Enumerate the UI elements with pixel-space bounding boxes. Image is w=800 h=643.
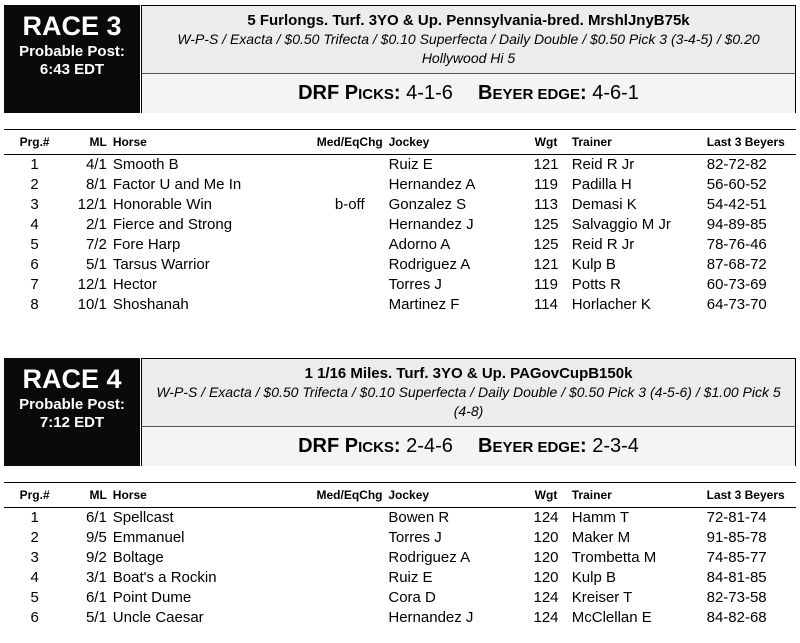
drf-picks-value: 4-1-6 xyxy=(406,82,453,104)
cell-wgt: 124 xyxy=(533,509,559,526)
cell-ml: 4/1 xyxy=(85,156,107,173)
cell-beyers: 84-82-68 xyxy=(706,609,767,626)
cell-prg: 1 xyxy=(30,509,39,526)
cell-beyers: 60-73-69 xyxy=(706,276,767,293)
col-wgt: Wgt xyxy=(523,130,568,155)
cell-horse: Boltage xyxy=(112,549,164,566)
table-row xyxy=(4,568,796,588)
cell-jockey: Rodriguez A xyxy=(388,549,471,566)
cell-jockey: Cora D xyxy=(388,589,436,606)
race-header xyxy=(4,5,796,113)
table-header-row xyxy=(4,130,796,155)
col-ml: ML xyxy=(65,130,107,155)
cell-prg: 5 xyxy=(30,589,39,606)
cell-beyers: 91-85-78 xyxy=(706,529,767,546)
cell-horse: Shoshanah xyxy=(112,296,189,313)
cell-trainer: Salvaggio M Jr xyxy=(571,216,671,233)
cell-trainer: Reid R Jr xyxy=(571,236,635,253)
table-row xyxy=(4,215,796,235)
drf-picks-label: DRF PICKS: xyxy=(298,82,401,104)
col-beyers: Last 3 Beyers xyxy=(707,483,796,508)
race-label: RACE 4 xyxy=(22,364,122,394)
cell-trainer: Padilla H xyxy=(571,176,632,193)
race-picks-bar xyxy=(142,74,795,113)
table-row xyxy=(4,588,796,608)
cell-prg: 7 xyxy=(30,276,39,293)
cell-ml: 6/1 xyxy=(85,589,107,606)
cell-med: b-off xyxy=(334,196,365,213)
cell-ml: 9/2 xyxy=(85,549,107,566)
cell-trainer: Horlacher K xyxy=(571,296,651,313)
cell-ml: 7/2 xyxy=(85,236,107,253)
cell-prg: 6 xyxy=(30,256,39,273)
cell-beyers: 72-81-74 xyxy=(706,509,767,526)
race-title: 1 1/16 Miles. Turf. 3YO & Up. PAGovCupB150k xyxy=(304,365,633,382)
col-horse: Horse xyxy=(107,130,311,155)
cell-trainer: Demasi K xyxy=(571,196,637,213)
cell-prg: 5 xyxy=(30,236,39,253)
race-number-box xyxy=(4,358,140,466)
cell-jockey: Torres J xyxy=(388,529,442,546)
cell-wgt: 120 xyxy=(533,529,559,546)
cell-wgt: 125 xyxy=(533,236,559,253)
cell-med xyxy=(311,215,389,235)
race-wagers: W-P-S / Exacta / $0.50 Trifecta / $0.10 Superfecta / Daily Double / $0.50 Pick 3 (3-4-5) / $0.20 Hollywood Hi 5 xyxy=(177,31,760,66)
cell-med xyxy=(311,508,389,529)
entries-body xyxy=(4,508,796,629)
cell-horse: Hector xyxy=(112,276,157,293)
drf-picks-value: 2-4-6 xyxy=(406,435,453,457)
col-prg: Prg.# xyxy=(4,483,65,508)
col-jockey: Jockey xyxy=(389,130,524,155)
table-header-row xyxy=(4,483,796,508)
table-row xyxy=(4,155,796,176)
cell-trainer: Kulp B xyxy=(571,256,616,273)
cell-prg: 6 xyxy=(30,609,39,626)
cell-trainer: Hamm T xyxy=(571,509,629,526)
cell-ml: 10/1 xyxy=(77,296,107,313)
race-info-panel xyxy=(141,5,796,113)
race-header xyxy=(4,358,796,466)
cell-beyers: 54-42-51 xyxy=(706,196,767,213)
cell-beyers: 78-76-46 xyxy=(706,236,767,253)
cell-prg: 4 xyxy=(30,569,39,586)
table-row xyxy=(4,548,796,568)
table-row xyxy=(4,195,796,215)
table-row xyxy=(4,255,796,275)
cell-med xyxy=(311,155,389,176)
cell-prg: 1 xyxy=(30,156,39,173)
cell-beyers: 82-73-58 xyxy=(706,589,767,606)
cell-med xyxy=(311,295,389,315)
cell-trainer: Potts R xyxy=(571,276,621,293)
cell-horse: Boat's a Rockin xyxy=(112,569,217,586)
post-time: 7:12 EDT xyxy=(39,414,105,431)
table-row xyxy=(4,508,796,529)
cell-horse: Factor U and Me In xyxy=(112,176,242,193)
cell-prg: 8 xyxy=(30,296,39,313)
cell-med xyxy=(311,255,389,275)
col-ml: ML xyxy=(65,483,107,508)
race-info-panel xyxy=(141,358,796,466)
entries-table xyxy=(4,129,796,315)
race-title: 5 Furlongs. Turf. 3YO & Up. Pennsylvania-bred. MrshlJnyB75k xyxy=(247,12,690,29)
race-label: RACE 3 xyxy=(22,11,122,41)
cell-horse: Smooth B xyxy=(112,156,179,173)
col-wgt: Wgt xyxy=(523,483,569,508)
race-picks-bar xyxy=(142,427,795,466)
col-jockey: Jockey xyxy=(388,483,523,508)
beyer-edge-label: BEYER EDGE: xyxy=(477,435,587,457)
cell-trainer: Trombetta M xyxy=(571,549,657,566)
post-time: 6:43 EDT xyxy=(39,61,105,78)
cell-med xyxy=(311,548,389,568)
col-prg: Prg.# xyxy=(4,130,65,155)
race-description xyxy=(142,359,795,427)
cell-beyers: 84-81-85 xyxy=(706,569,767,586)
cell-trainer: McClellan E xyxy=(571,609,652,626)
cell-med xyxy=(311,275,389,295)
table-row xyxy=(4,275,796,295)
cell-beyers: 64-73-70 xyxy=(706,296,767,313)
col-horse: Horse xyxy=(107,483,311,508)
cell-jockey: Torres J xyxy=(388,276,442,293)
cell-jockey: Hernandez J xyxy=(388,216,474,233)
cell-horse: Emmanuel xyxy=(112,529,185,546)
cell-med xyxy=(311,235,389,255)
cell-beyers: 74-85-77 xyxy=(706,549,767,566)
cell-beyers: 82-72-82 xyxy=(706,156,767,173)
cell-trainer: Reid R Jr xyxy=(571,156,635,173)
cell-jockey: Martinez F xyxy=(388,296,460,313)
entries-body xyxy=(4,155,796,316)
cell-prg: 2 xyxy=(30,529,39,546)
cell-wgt: 120 xyxy=(533,549,559,566)
cell-med xyxy=(311,568,389,588)
cell-jockey: Adorno A xyxy=(388,236,451,253)
table-row xyxy=(4,235,796,255)
col-beyers: Last 3 Beyers xyxy=(707,130,796,155)
entries-table xyxy=(4,482,796,628)
cell-ml: 3/1 xyxy=(85,569,107,586)
race-wagers: W-P-S / Exacta / $0.50 Trifecta / $0.10 Superfecta / Daily Double / $0.50 Pick 3 (4-5-6) / $1.00 Pick 5 (4-8) xyxy=(156,384,781,419)
cell-med xyxy=(311,608,389,628)
cell-ml: 12/1 xyxy=(77,276,107,293)
cell-beyers: 56-60-52 xyxy=(706,176,767,193)
beyer-edge-value: 2-3-4 xyxy=(592,435,639,457)
cell-prg: 3 xyxy=(30,196,39,213)
cell-jockey: Hernandez J xyxy=(388,609,474,626)
col-trainer: Trainer xyxy=(569,483,707,508)
cell-horse: Fore Harp xyxy=(112,236,181,253)
cell-jockey: Hernandez A xyxy=(388,176,476,193)
cell-trainer: Kreiser T xyxy=(571,589,633,606)
cell-beyers: 87-68-72 xyxy=(706,256,767,273)
cell-horse: Uncle Caesar xyxy=(112,609,204,626)
cell-wgt: 124 xyxy=(533,589,559,606)
cell-horse: Fierce and Strong xyxy=(112,216,233,233)
cell-ml: 9/5 xyxy=(85,529,107,546)
cell-wgt: 120 xyxy=(533,569,559,586)
cell-ml: 5/1 xyxy=(85,256,107,273)
beyer-edge-label: BEYER EDGE: xyxy=(477,82,587,104)
cell-ml: 6/1 xyxy=(85,509,107,526)
cell-med xyxy=(311,588,389,608)
race-description xyxy=(142,6,795,74)
cell-trainer: Maker M xyxy=(571,529,631,546)
cell-wgt: 125 xyxy=(533,216,559,233)
cell-beyers: 94-89-85 xyxy=(706,216,767,233)
cell-wgt: 124 xyxy=(533,609,559,626)
table-row xyxy=(4,608,796,628)
col-trainer: Trainer xyxy=(569,130,707,155)
cell-wgt: 119 xyxy=(534,176,558,193)
beyer-edge-value: 4-6-1 xyxy=(592,82,639,104)
cell-jockey: Ruiz E xyxy=(388,156,433,173)
cell-horse: Spellcast xyxy=(112,509,174,526)
race-number-box xyxy=(4,5,140,113)
cell-trainer: Kulp B xyxy=(571,569,616,586)
drf-picks-label: DRF PICKS: xyxy=(298,435,401,457)
cell-wgt: 121 xyxy=(533,156,559,173)
table-row xyxy=(4,175,796,195)
cell-jockey: Gonzalez S xyxy=(388,196,467,213)
cell-jockey: Ruiz E xyxy=(388,569,433,586)
col-med: Med/EqChg xyxy=(311,130,389,155)
cell-prg: 2 xyxy=(30,176,39,193)
cell-horse: Honorable Win xyxy=(112,196,213,213)
cell-wgt: 113 xyxy=(534,196,558,213)
probable-post-label: Probable Post: xyxy=(19,43,125,60)
cell-prg: 4 xyxy=(30,216,39,233)
cell-ml: 12/1 xyxy=(77,196,107,213)
cell-wgt: 114 xyxy=(534,296,558,313)
table-row xyxy=(4,295,796,315)
col-med: Med/EqChg xyxy=(311,483,389,508)
cell-med xyxy=(311,175,389,195)
probable-post-label: Probable Post: xyxy=(19,396,125,413)
cell-prg: 3 xyxy=(30,549,39,566)
cell-wgt: 121 xyxy=(533,256,559,273)
cell-med xyxy=(311,528,389,548)
cell-horse: Point Dume xyxy=(112,589,192,606)
cell-horse: Tarsus Warrior xyxy=(112,256,210,273)
cell-ml: 5/1 xyxy=(85,609,107,626)
cell-wgt: 119 xyxy=(534,276,558,293)
table-row xyxy=(4,528,796,548)
cell-ml: 8/1 xyxy=(85,176,107,193)
cell-ml: 2/1 xyxy=(85,216,107,233)
cell-jockey: Rodriguez A xyxy=(388,256,471,273)
cell-jockey: Bowen R xyxy=(388,509,450,526)
